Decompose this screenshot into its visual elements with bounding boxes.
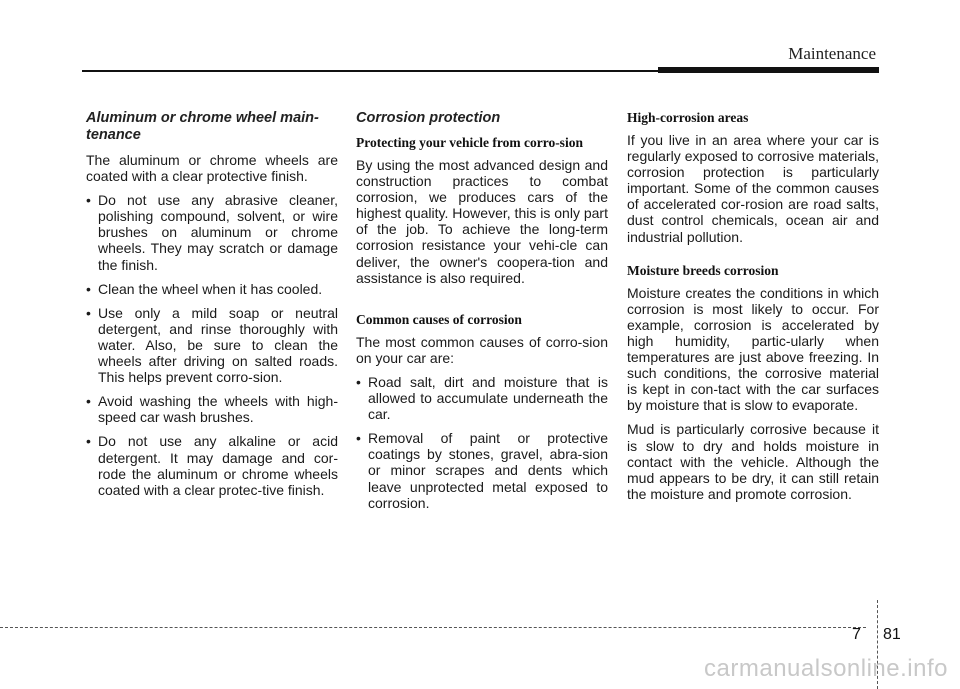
footer-divider <box>0 627 866 628</box>
subheading-moisture: Moisture breeds corrosion <box>627 262 779 278</box>
bullet-list-wheel-care <box>86 192 338 498</box>
list-item: • Clean the wheel when it has cooled. <box>86 280 323 297</box>
list-item: • Do not use any abrasive cleaner, polishing compound, solvent, or wire brushes on aluminum or chrome wheels. They may scratch or damage the finish. <box>86 192 338 273</box>
paragraph-high-corrosion-areas: If you live in an area where your car is regularly exposed to corrosive materials, corrosion protection is particularly important. Some of the common causes of accelerated cor-rosion are road salts, dust control chemicals, ocean air and industrial pollution. <box>627 132 879 245</box>
subheading-common-causes: Common causes of corrosion <box>356 311 522 327</box>
bullet-icon: • <box>86 280 91 297</box>
subheading-high-corrosion-areas: High-corrosion areas <box>627 110 749 125</box>
list-item: • Avoid washing the wheels with high-speed car wash brushes. <box>86 393 338 426</box>
bullet-list-causes <box>356 374 608 511</box>
column-middle <box>356 110 608 519</box>
list-item: • Do not use any alkaline or acid detergent. It may damage and cor-rode the aluminum or chrome wheels coated with a clear protec-tive finish. <box>86 433 338 498</box>
list-item: • Road salt, dirt and moisture that is allowed to accumulate underneath the car. <box>356 373 608 423</box>
bullet-icon: • <box>356 373 361 390</box>
bullet-icon: • <box>356 430 361 447</box>
column-right <box>627 110 879 510</box>
paragraph-protecting-vehicle: By using the most advanced design and construction practices to combat corrosion, we produces cars of the highest quality. However, this is only part of the job. To achieve the long-term corrosion resistance your vehi-cle can deliver, the owner's coopera-tion and assistance is also required. <box>356 157 608 286</box>
list-item: • Removal of paint or protective coatings by stones, gravel, abra-sion or minor scrapes and dents which leave unprotected metal exposed to corrosion. <box>356 430 608 511</box>
header-rule-accent <box>658 67 879 73</box>
paragraph-moisture: Moisture creates the conditions in which corrosion is most likely to occur. For example, corrosion is accelerated by high humidity, partic-ularly when temperatures are just above freezing. In such conditions, the corrosive material is kept in con-tact with the car surfaces by moisture that is slow to evaporate. <box>627 284 879 414</box>
section-title: Maintenance <box>788 44 876 63</box>
bullet-icon: • <box>86 433 91 450</box>
heading-wheel-maintenance: Aluminum or chrome wheel main-tenance <box>86 110 319 143</box>
heading-corrosion-protection: Corrosion protection <box>356 110 501 126</box>
page-number: 81 <box>883 626 901 643</box>
paragraph-mud: Mud is particularly corrosive because it is slow to dry and holds moisture in contact with the vehicle. Although the mud appears to be dry, it can still retain the moisture and promote corrosion. <box>627 421 879 502</box>
bullet-icon: • <box>86 393 91 410</box>
bullet-icon: • <box>86 304 91 321</box>
paragraph-common-causes: The most common causes of corro-sion on your car are: <box>356 333 608 366</box>
header-rule <box>82 70 666 72</box>
bullet-icon: • <box>86 192 91 209</box>
chapter-number: 7 <box>852 626 861 643</box>
paragraph-wheel-intro: The aluminum or chrome wheels are coated with a clear protective finish. <box>86 152 338 185</box>
list-item: • Use only a mild soap or neutral detergent, and rinse thoroughly with water. Also, be sure to clean the wheels after driving on salted roads. This helps prevent corro-sion. <box>86 304 338 386</box>
subheading-protecting-vehicle: Protecting your vehicle from corro-sion <box>356 135 583 150</box>
column-left <box>86 110 338 506</box>
watermark: carmanualsonline.info <box>704 655 948 682</box>
